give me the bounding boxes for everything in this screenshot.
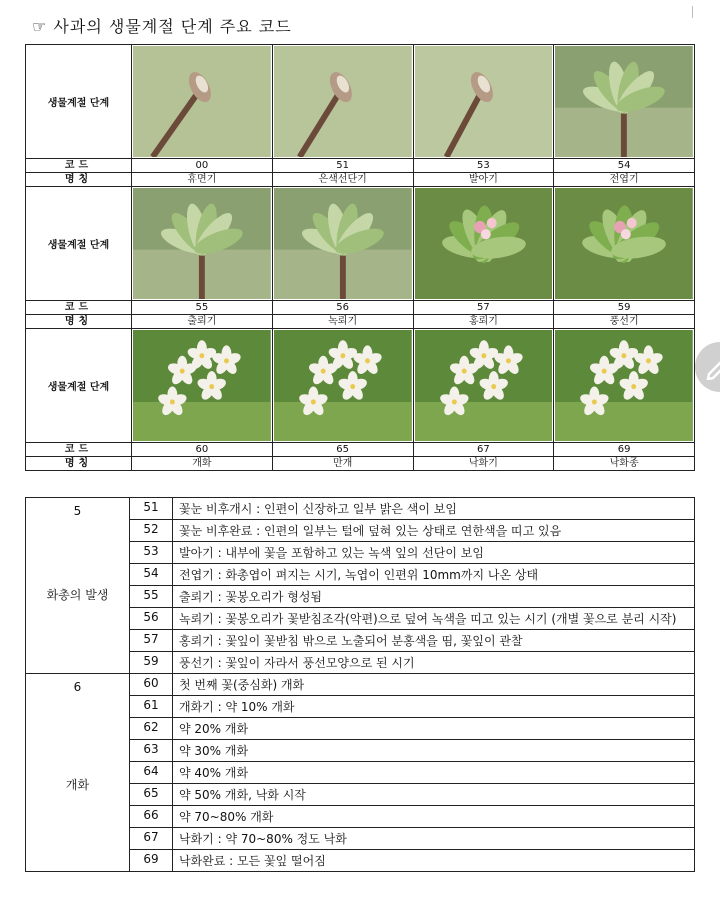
code-number: 61 xyxy=(130,696,173,718)
stage-code: 57 xyxy=(413,301,554,315)
stage-photo xyxy=(133,46,271,157)
stage-code: 65 xyxy=(272,443,413,457)
code-description: 꽃눈 비후완료 : 인편의 일부는 털에 덮혀 있는 상태로 연한색을 띠고 있음 xyxy=(173,520,695,542)
stage-photo xyxy=(133,188,271,299)
page-title: ☞ 사과의 생물계절 단계 주요 코드 xyxy=(32,17,292,36)
stage-code: 69 xyxy=(554,443,695,457)
stage-photo xyxy=(415,46,553,157)
code-row xyxy=(26,674,695,696)
stage-photo-cell xyxy=(413,45,554,159)
code-row xyxy=(26,498,695,520)
stage-photo-cell xyxy=(272,187,413,301)
stage-code: 00 xyxy=(132,159,273,173)
stage-name-row xyxy=(26,457,695,471)
code-description: 약 70~80% 개화 xyxy=(173,806,695,828)
stage-photo-cell xyxy=(132,329,273,443)
code-label: 코드 xyxy=(26,301,132,315)
stage-name: 개화 xyxy=(132,457,273,471)
stage-name: 은색선단기 xyxy=(272,173,413,187)
stage-photo xyxy=(415,188,553,299)
code-number: 54 xyxy=(130,564,173,586)
stage-label: 생물계절 단계 xyxy=(26,187,132,301)
code-description: 풍선기 : 꽃잎이 자라서 풍선모양으로 된 시기 xyxy=(173,652,695,674)
code-description: 전엽기 : 화총엽이 펴지는 시기, 녹엽이 인편위 10mm까지 나온 상태 xyxy=(173,564,695,586)
stage-photo xyxy=(133,330,271,441)
code-description: 낙화기 : 약 70~80% 정도 낙화 xyxy=(173,828,695,850)
stage-photo xyxy=(415,330,553,441)
code-number: 62 xyxy=(130,718,173,740)
stage-name: 출뢰기 xyxy=(132,315,273,329)
code-description: 첫 번째 꽃(중심화) 개화 xyxy=(173,674,695,696)
stage-photo-cell xyxy=(132,45,273,159)
code-description: 약 30% 개화 xyxy=(173,740,695,762)
code-description: 출뢰기 : 꽃봉오리가 형성됨 xyxy=(173,586,695,608)
stage-code: 56 xyxy=(272,301,413,315)
stage-label: 생물계절 단계 xyxy=(26,45,132,159)
stage-photo-row xyxy=(26,329,695,443)
code-number: 52 xyxy=(130,520,173,542)
phenology-code-table xyxy=(25,497,695,872)
stage-photo-row xyxy=(26,187,695,301)
stage-photo xyxy=(274,330,412,441)
stage-code: 60 xyxy=(132,443,273,457)
name-label: 명칭 xyxy=(26,173,132,187)
stage-name: 발아기 xyxy=(413,173,554,187)
code-description: 낙화완료 : 모든 꽃잎 떨어짐 xyxy=(173,850,695,872)
code-number: 60 xyxy=(130,674,173,696)
code-number: 67 xyxy=(130,828,173,850)
group-number: 5 xyxy=(73,504,82,518)
group-cell xyxy=(26,498,130,674)
group-name: 화총의 발생 xyxy=(46,588,109,602)
group-cell xyxy=(26,674,130,872)
code-description: 발아기 : 내부에 꽃을 포함하고 있는 녹색 잎의 선단이 보임 xyxy=(173,542,695,564)
stage-code: 55 xyxy=(132,301,273,315)
code-number: 51 xyxy=(130,498,173,520)
code-description: 약 40% 개화 xyxy=(173,762,695,784)
name-label: 명칭 xyxy=(26,315,132,329)
code-description: 꽃눈 비후개시 : 인편이 신장하고 일부 밝은 색이 보임 xyxy=(173,498,695,520)
code-label: 코드 xyxy=(26,159,132,173)
code-description: 녹뢰기 : 꽃봉오리가 꽃받침조각(악편)으로 덮여 녹색을 띠고 있는 시기 (개별 꽃으로 분리 시작) xyxy=(173,608,695,630)
stage-photo xyxy=(555,330,693,441)
stage-code-row xyxy=(26,159,695,173)
stage-name-row xyxy=(26,315,695,329)
code-description: 약 50% 개화, 낙화 시작 xyxy=(173,784,695,806)
stage-name: 전엽기 xyxy=(554,173,695,187)
corner-mark xyxy=(692,6,693,18)
code-label: 코드 xyxy=(26,443,132,457)
code-number: 69 xyxy=(130,850,173,872)
name-label: 명칭 xyxy=(26,457,132,471)
stage-photo xyxy=(274,46,412,157)
stage-photo-cell xyxy=(554,187,695,301)
group-name: 개화 xyxy=(65,778,90,792)
edit-button[interactable] xyxy=(695,342,720,392)
group-number: 6 xyxy=(73,680,82,694)
code-description: 개화기 : 약 10% 개화 xyxy=(173,696,695,718)
stage-photo-cell xyxy=(554,45,695,159)
stage-name: 풍선기 xyxy=(554,315,695,329)
stage-photo-cell xyxy=(413,187,554,301)
stage-photo-cell xyxy=(272,45,413,159)
stage-code: 53 xyxy=(413,159,554,173)
stage-name-row xyxy=(26,173,695,187)
stage-name: 만개 xyxy=(272,457,413,471)
stage-photo-cell xyxy=(272,329,413,443)
code-number: 55 xyxy=(130,586,173,608)
stage-photo-cell xyxy=(554,329,695,443)
stage-name: 낙화종 xyxy=(554,457,695,471)
code-number: 59 xyxy=(130,652,173,674)
stage-code: 59 xyxy=(554,301,695,315)
pencil-icon xyxy=(703,354,720,380)
stage-code-row xyxy=(26,443,695,457)
code-number: 57 xyxy=(130,630,173,652)
stage-photo xyxy=(274,188,412,299)
stage-name: 낙화기 xyxy=(413,457,554,471)
code-number: 56 xyxy=(130,608,173,630)
code-number: 66 xyxy=(130,806,173,828)
code-description: 홍뢰기 : 꽃잎이 꽃받침 밖으로 노출되어 분홍색을 띰, 꽃잎이 관찰 xyxy=(173,630,695,652)
stage-code: 54 xyxy=(554,159,695,173)
code-number: 64 xyxy=(130,762,173,784)
stage-name: 휴면기 xyxy=(132,173,273,187)
code-number: 53 xyxy=(130,542,173,564)
stage-photo-table xyxy=(25,44,695,471)
stage-label: 생물계절 단계 xyxy=(26,329,132,443)
stage-photo-row xyxy=(26,45,695,159)
code-description: 약 20% 개화 xyxy=(173,718,695,740)
code-number: 65 xyxy=(130,784,173,806)
code-number: 63 xyxy=(130,740,173,762)
stage-name: 녹뢰기 xyxy=(272,315,413,329)
stage-name: 홍뢰기 xyxy=(413,315,554,329)
stage-code: 67 xyxy=(413,443,554,457)
stage-code-row xyxy=(26,301,695,315)
stage-photo-cell xyxy=(132,187,273,301)
stage-photo xyxy=(555,46,693,157)
stage-photo-cell xyxy=(413,329,554,443)
stage-photo xyxy=(555,188,693,299)
stage-code: 51 xyxy=(272,159,413,173)
